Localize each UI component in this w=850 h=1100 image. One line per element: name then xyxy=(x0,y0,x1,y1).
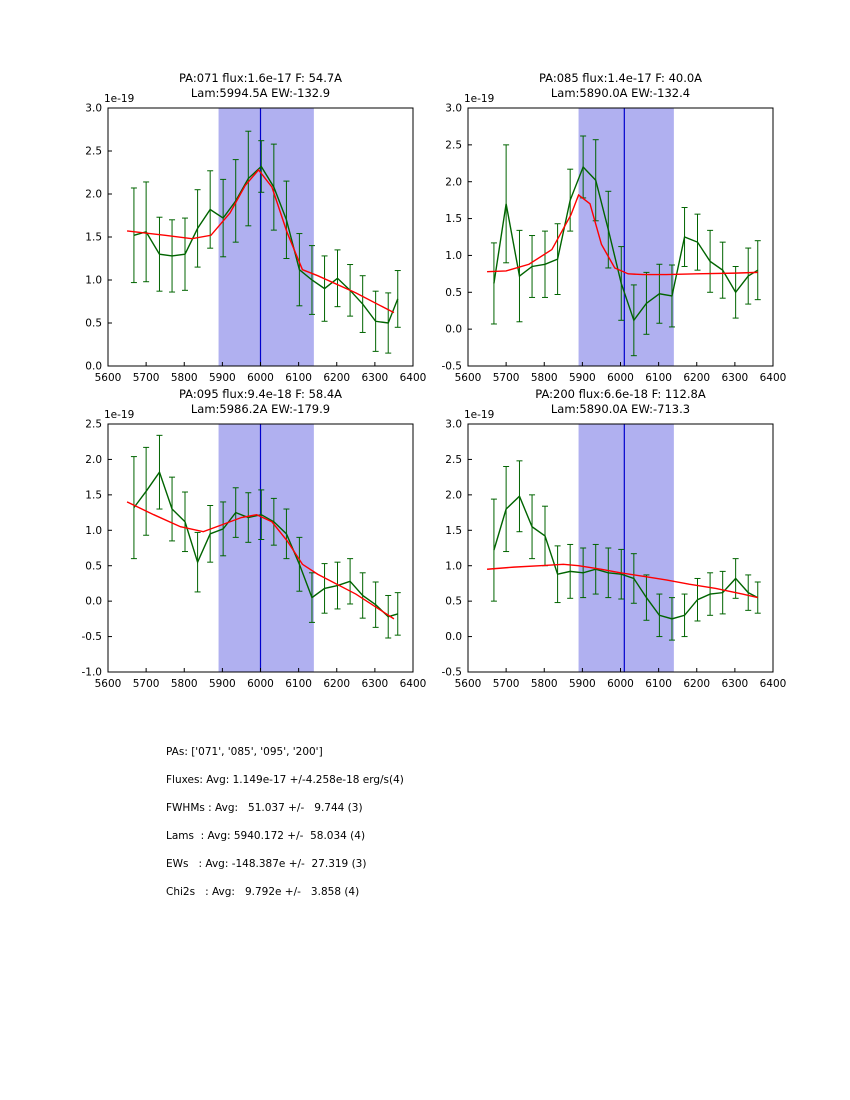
panel-title-line1: PA:085 flux:1.4e-17 F: 40.0A xyxy=(538,71,703,85)
y-tick-label: -0.5 xyxy=(81,631,102,644)
y-tick-label: 1.5 xyxy=(445,213,462,226)
x-tick-label: 6200 xyxy=(323,372,351,384)
y-tick-label: 0.5 xyxy=(445,595,462,608)
y-tick-label: 2.0 xyxy=(445,176,462,189)
y-tick-label: 0.5 xyxy=(85,317,102,330)
summary-line: Lams : Avg: 5940.172 +/- 58.034 (4) xyxy=(166,830,366,842)
y-tick-label: 2.5 xyxy=(85,418,102,431)
y-tick-label: 2.5 xyxy=(85,145,102,158)
y-tick-label: 2.5 xyxy=(445,139,462,152)
summary-statistics xyxy=(166,738,686,906)
y-tick-label: 2.0 xyxy=(445,489,462,502)
y-tick-label: 0.0 xyxy=(445,631,462,644)
y-tick-label: 1.5 xyxy=(85,489,102,502)
x-tick-label: 5800 xyxy=(170,372,198,384)
x-tick-label: 5800 xyxy=(530,678,558,690)
y-tick-label: 3.0 xyxy=(85,102,102,115)
x-tick-label: 6300 xyxy=(361,372,389,384)
x-tick-label: 6300 xyxy=(361,678,389,690)
y-tick-label: 1.0 xyxy=(85,274,102,287)
y-axis-exponent-label: 1e-19 xyxy=(464,93,495,105)
summary-line: Fluxes: Avg: 1.149e-17 +/-4.258e-18 erg/s(4) xyxy=(166,774,404,786)
y-tick-label: 0.0 xyxy=(85,595,102,608)
panel-title-line1: PA:095 flux:9.4e-18 F: 58.4A xyxy=(178,387,343,401)
x-tick-label: 6300 xyxy=(721,372,749,384)
y-tick-label: 2.0 xyxy=(85,454,102,467)
x-tick-label: 6300 xyxy=(721,678,749,690)
x-tick-label: 6400 xyxy=(759,372,787,384)
x-tick-label: 5900 xyxy=(569,372,596,384)
y-tick-label: 2.5 xyxy=(445,454,462,467)
panel-title-line1: PA:071 flux:1.6e-17 F: 54.7A xyxy=(178,71,343,85)
y-tick-label: 2.0 xyxy=(85,188,102,201)
x-tick-label: 6000 xyxy=(247,372,274,384)
y-tick-label: 0.0 xyxy=(85,360,102,373)
x-tick-label: 5700 xyxy=(132,678,160,690)
x-tick-label: 6000 xyxy=(247,678,274,690)
x-tick-label: 5800 xyxy=(530,372,558,384)
y-tick-label: 3.0 xyxy=(445,102,462,115)
x-tick-label: 5700 xyxy=(492,678,520,690)
summary-line: FWHMs : Avg: 51.037 +/- 9.744 (3) xyxy=(166,802,363,814)
panel-pa-200 xyxy=(408,410,789,706)
y-axis-exponent-label: 1e-19 xyxy=(104,409,135,421)
y-tick-label: 1.0 xyxy=(85,524,102,537)
x-tick-label: 6200 xyxy=(323,678,351,690)
summary-line: Chi2s : Avg: 9.792e +/- 3.858 (4) xyxy=(166,886,360,898)
x-tick-label: 5800 xyxy=(170,678,198,690)
y-tick-label: 1.0 xyxy=(445,250,462,263)
x-tick-label: 6100 xyxy=(645,372,672,384)
x-tick-label: 6100 xyxy=(645,678,672,690)
x-tick-label: 6000 xyxy=(607,678,634,690)
panel-title-line2: Lam:5890.0A EW:-132.4 xyxy=(550,86,691,100)
x-tick-label: 6200 xyxy=(683,678,711,690)
x-tick-label: 5900 xyxy=(209,678,236,690)
x-tick-label: 6100 xyxy=(285,372,312,384)
y-tick-label: 1.5 xyxy=(85,231,102,244)
y-axis-exponent-label: 1e-19 xyxy=(464,409,495,421)
panel-title-line1: PA:200 flux:6.6e-18 F: 112.8A xyxy=(535,387,706,401)
y-tick-label: 1.0 xyxy=(445,560,462,573)
y-tick-label: -0.5 xyxy=(441,360,462,373)
x-tick-label: 5600 xyxy=(454,678,482,690)
x-tick-label: 5700 xyxy=(132,372,160,384)
x-tick-label: 6000 xyxy=(607,372,634,384)
x-tick-label: 6400 xyxy=(399,678,427,690)
panel-pa-095 xyxy=(48,410,429,706)
x-tick-label: 6200 xyxy=(683,372,711,384)
y-tick-label: 1.5 xyxy=(445,524,462,537)
x-tick-label: 5900 xyxy=(209,372,236,384)
summary-line: EWs : Avg: -148.387e +/- 27.319 (3) xyxy=(166,858,367,870)
y-tick-label: -1.0 xyxy=(81,666,102,679)
x-tick-label: 6100 xyxy=(285,678,312,690)
y-axis-exponent-label: 1e-19 xyxy=(104,93,135,105)
x-tick-label: 5600 xyxy=(94,678,122,690)
y-tick-label: 0.0 xyxy=(445,323,462,336)
y-tick-label: 0.5 xyxy=(85,560,102,573)
panel-title-line2: Lam:5890.0A EW:-713.3 xyxy=(550,402,691,416)
x-tick-label: 5700 xyxy=(492,372,520,384)
wavelength-band-highlight xyxy=(579,108,674,366)
x-tick-label: 5600 xyxy=(454,372,482,384)
y-tick-label: -0.5 xyxy=(441,666,462,679)
x-tick-label: 5900 xyxy=(569,678,596,690)
panel-pa-071 xyxy=(48,94,429,400)
panel-title-line2: Lam:5994.5A EW:-132.9 xyxy=(190,86,331,100)
x-tick-label: 6400 xyxy=(759,678,787,690)
x-tick-label: 6400 xyxy=(399,372,427,384)
y-tick-label: 0.5 xyxy=(445,286,462,299)
x-tick-label: 5600 xyxy=(94,372,122,384)
panel-title-line2: Lam:5986.2A EW:-179.9 xyxy=(190,402,331,416)
y-tick-label: 3.0 xyxy=(445,418,462,431)
panel-pa-085 xyxy=(408,94,789,400)
summary-line: PAs: ['071', '085', '095', '200'] xyxy=(166,746,323,758)
